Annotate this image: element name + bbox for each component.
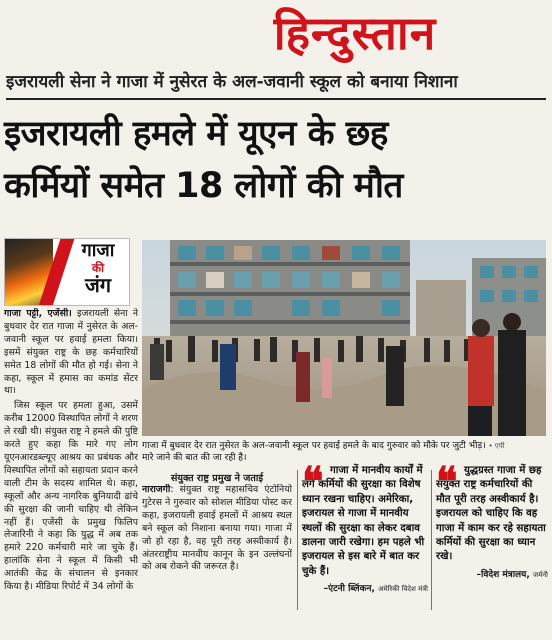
headline-line-1: इजरायली हमले में यूएन के छह [4, 114, 388, 154]
story-column [4, 308, 138, 608]
logo-line-3: जंग [84, 273, 112, 297]
quote-blinken [302, 458, 428, 595]
column-divider [431, 470, 432, 610]
quote-speaker: –विदेश मंत्रालय, [476, 569, 530, 580]
divider-rule [6, 98, 546, 100]
story-paragraph-1 [4, 308, 138, 398]
side-story-text: : संयुक्त राष्ट्र महासचिव एंटोनियो गुटेरस ने गुरुवार को सोशल मीडिया पोस्ट कर कहा, इजरायली हवाई हमलों में आश्रय स्थल बने स्कूल को निशाना बनाया गया। गाजा में जो हो रहा है, वह पूरी तरह अस्वीकार्य है। अंतरराष्ट्रीय मानवीय कानून के इन उल्लंघनों को अब रोकने की जरूरत है। [142, 484, 292, 573]
quote-text: युद्धग्रस्त गाजा में छह संयुक्त राष्ट्र कर्मचारियों की मौत पूरी तरह अस्वीकार्य है। इजरायल को चाहिए कि वह गाजा में काम कर रहे सहायता कर्मियों की सुरक्षा का ध्यान रखे। [436, 465, 546, 563]
logo-line-2: की [91, 261, 105, 275]
masthead-logo: हिन्दुस्तान [273, 6, 437, 60]
story-continuation: मारे जाने की बात की जा रही है। [142, 453, 247, 463]
quote-attribution [436, 569, 548, 581]
story-paragraph-2: जिस स्कूल पर हमला हुआ, उसमें करीब 12000 विस्थापित लोगों ने शरण ले रखी थी। संयुक्त राष्ट्र ने हमले की पुष्टि करते हुए कहा कि मारे गए लोग यूएनआरडब्ल्यूए आश्रय का प्रबंधक और विस्थापित लोगों को सहायता प्रदान करने वाली टीम के सदस्य शामिल थे। कहा, स्कूलों और अन्य नागरिक बुनियादी ढांचे की सुरक्षा की जानी चाहिए थी लेकिन नहीं हैं। एजेंसी के प्रमुख फिलिप लेजारिनी ने कहा कि युद्ध में अब तक हमारे 220 कर्मचारी मारे जा चुके हैं। हालांकि सेना ने स्कूल में किसी भी आतंकी केंद्र के संचालन से इनकार किया है। मीडिया रिपोर्ट में 34 लोगों के [4, 400, 138, 593]
gaza-war-logo [4, 238, 130, 306]
side-story-lead: नाराजगी [142, 484, 171, 495]
main-headline [4, 108, 548, 212]
quote-text: गाजा में मानवीय कार्यों में लगे कर्मियों की सुरक्षा का विशेष ध्यान रखना चाहिए। अमेरिका, इजरायल से गाजा में मानवीय स्थलों की सुरक्षा का लेकर दबाव डालना जारी रखेगा। हम पहले भी इजरायल से इस बारे में बात कर चुके हैं। [302, 465, 425, 577]
headline-line-2: कर्मियों समेत 18 लोगों की मौत [4, 166, 403, 206]
news-photo [142, 240, 546, 436]
quote-speaker-role: अमेरिकी विदेश मंत्री [378, 585, 428, 594]
caption-text: गाजा में बुधवार देर रात नुसेरत के अल-जवानी स्कूल पर हवाई हमले के बाद गुरुवार को मौके पर जुटी भीड़। [142, 441, 486, 451]
quote-speaker-role: जर्मनी [532, 570, 548, 579]
kicker-headline: इजरायली सेना ने गाजा में नुसेरत के अल-जवानी स्कूल को बनाया निशाना [6, 72, 458, 92]
quote-germany [436, 458, 548, 581]
column-divider [297, 470, 298, 610]
side-story-heading: संयुक्त राष्ट्र प्रमुख ने जताई [170, 473, 264, 484]
photo-credit: • एपी [488, 442, 505, 450]
dateline: गाजा पट्टी, एजेंसी। [4, 308, 72, 319]
story-text-1: इजरायली सेना ने बुधवार देर रात गाजा में नुसेरत के अल-जवानी स्कूल पर हवाई हमला किया। इसमें संयुक्त राष्ट्र के छह कर्मचारियों समेत 18 लोगों की मौत हो गई। सेना ने कहा, स्कूल में हमास का कमांड सेंटर था। [4, 308, 138, 397]
quote-mark-icon: ❝ [436, 458, 458, 505]
quote-speaker: –एंटनी ब्लिंकन, [323, 584, 375, 595]
logo-line-1: गाजा [81, 240, 115, 261]
damaged-school-photo [142, 240, 546, 436]
quote-attribution [302, 583, 428, 595]
quote-mark-icon: ❝ [302, 458, 324, 505]
logo-text [69, 241, 127, 295]
side-story-body [142, 484, 292, 614]
